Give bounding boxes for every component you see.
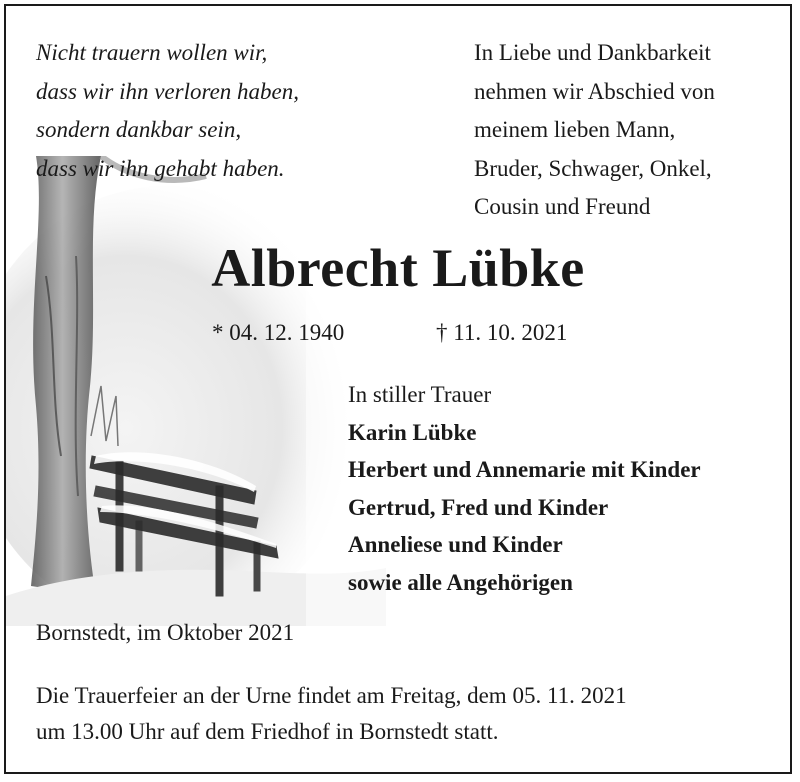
poem-verse [36, 34, 299, 188]
mourner-name: Karin Lübke [348, 419, 477, 445]
obituary-notice [4, 4, 792, 774]
mourner-name: Herbert und Annemarie mit Kinder [348, 457, 701, 483]
mourner-name: sowie alle Angehörigen [348, 569, 573, 595]
death-date: † 11. 10. 2021 [436, 320, 568, 345]
poem-line: dass wir ihn gehabt haben. [36, 155, 285, 181]
deceased-name: Albrecht Lübke [211, 238, 585, 298]
ceremony-line: Die Trauerfeier an der Urne findet am Freitag, dem 05. 11. 2021 [36, 683, 627, 708]
intro-line: nehmen wir Abschied von [474, 78, 715, 104]
intro-line: Bruder, Schwager, Onkel, [474, 155, 712, 181]
birth-date: * 04. 12. 1940 [212, 320, 345, 345]
tree-and-bench-illustration [6, 156, 386, 626]
intro-line: In Liebe und Dankbarkeit [474, 40, 711, 65]
mourners-list [348, 376, 701, 602]
poem-line: sondern dankbar sein, [36, 117, 242, 142]
mourners-heading: In stiller Trauer [348, 382, 492, 407]
intro-line: Cousin und Freund [474, 194, 651, 219]
place-and-date: Bornstedt, im Oktober 2021 [36, 620, 295, 645]
mourner-name: Gertrud, Fred und Kinder [348, 494, 609, 520]
poem-line: Nicht trauern wollen wir, [36, 40, 268, 65]
intro-line: meinem lieben Mann, [474, 117, 676, 142]
ceremony-line: um 13.00 Uhr auf dem Friedhof in Bornstedt statt. [36, 719, 499, 744]
farewell-intro [474, 34, 715, 227]
poem-line: dass wir ihn verloren haben, [36, 78, 299, 104]
mourner-name: Anneliese und Kinder [348, 532, 563, 558]
ceremony-info [36, 678, 627, 750]
